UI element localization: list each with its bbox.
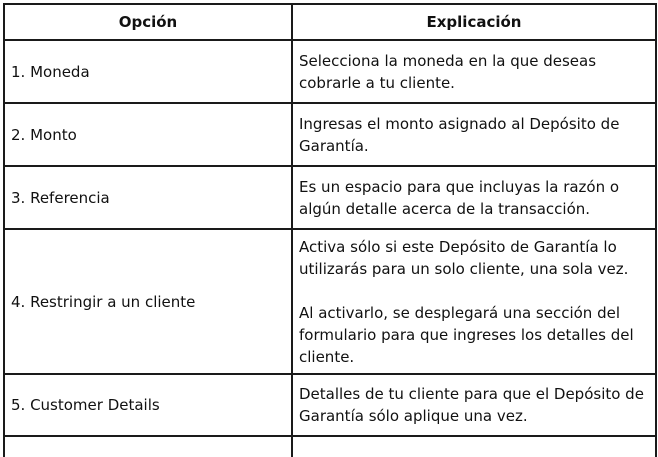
explanation-cell [292,166,656,229]
column-header-explanation: Explicación [292,4,656,40]
table-row [4,229,656,374]
table-row [4,436,656,457]
option-cell: 5. Customer Details [4,374,292,436]
explanation-text: Al activarlo, se desplegará una sección del formulario para que ingreses los detalles del cliente. [299,303,634,366]
option-cell: 3. Referencia [4,166,292,229]
table-row [4,40,656,103]
table-row [4,374,656,436]
explanation-cell [292,229,656,374]
option-cell [4,436,292,457]
option-cell: 1. Moneda [4,40,292,103]
options-table [3,3,657,457]
column-header-option: Opción [4,4,292,40]
table-header-row [4,4,656,40]
explanation-text: Ingresas el monto asignado al Depósito de Garantía. [299,114,620,155]
option-cell: 4. Restringir a un cliente [4,229,292,374]
explanation-text: Selecciona la moneda en la que deseas cobrarle a tu cliente. [299,51,597,92]
table-row [4,103,656,166]
explanation-text: Detalles de tu cliente para que el Depósito de Garantía sólo aplique una vez. [299,385,644,425]
explanation-text: Es un espacio para que incluyas la razón o algún detalle acerca de la transacción. [299,177,620,218]
table-row [4,166,656,229]
explanation-cell [292,374,656,436]
option-cell: 2. Monto [4,103,292,166]
explanation-cell [292,103,656,166]
explanation-cell [292,40,656,103]
explanation-cell [292,436,656,457]
explanation-text: Activa sólo si este Depósito de Garantía lo utilizarás para un solo cliente, una sola vez. [299,237,629,278]
